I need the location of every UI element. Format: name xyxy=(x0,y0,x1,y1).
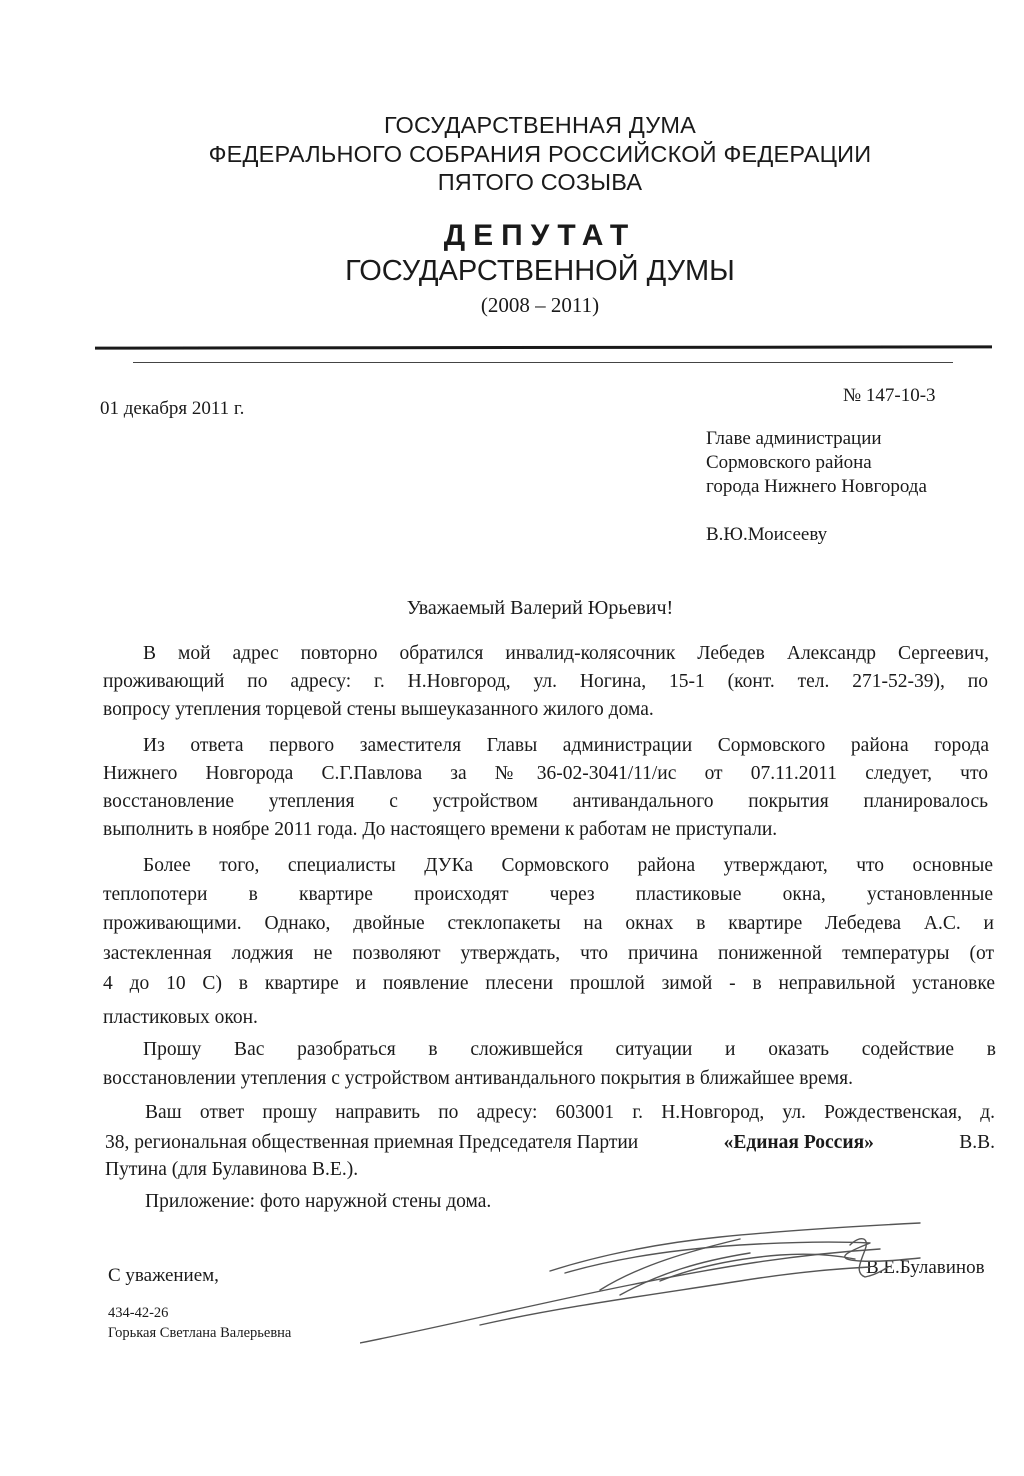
body-line: пластиковых окон. xyxy=(103,1007,258,1028)
letter-date: 01 декабря 2011 г. xyxy=(100,398,245,419)
body-line: Путина (для Булавинова В.Е.). xyxy=(105,1159,359,1180)
letterhead-line-3: ПЯТОГО СОЗЫВА xyxy=(437,169,643,195)
body-line: Из ответа первого заместителя Главы администрации Сормовского района города xyxy=(143,735,989,756)
letterhead-line-1: ГОСУДАРСТВЕННАЯ ДУМА xyxy=(383,112,697,138)
recipient-name: В.Ю.Моисееву xyxy=(706,524,828,545)
body-line: Нижнего Новгорода С.Г.Павлова за №36-02-3041/11/ис от 07.11.2011 следует, что xyxy=(103,763,988,784)
executor-name: Горькая Светлана Валерьевна xyxy=(108,1325,292,1341)
body-line: выполнить в ноябре 2011 года. До настоящего времени к работам не приступали. xyxy=(103,819,778,840)
body-line xyxy=(105,1131,995,1155)
body-line: Ваш ответ прошу направить по адресу: 603001 г. Н.Новгород, ул. Рождественская, д. xyxy=(145,1102,995,1123)
body-line: проживающий по адресу: г. Н.Новгород, ул. Ногина, 15-1 (конт. тел. 271-52-39), по xyxy=(103,671,988,692)
body-line: восстановлении утепления с устройством антивандального покрытия в ближайшее время. xyxy=(103,1068,854,1089)
body-line: 4 до 10 С) в квартире и появление плесени прошлой зимой - в неправильной установке xyxy=(103,973,995,994)
body-line: вопросу утепления торцевой стены вышеуказанного жилого дома. xyxy=(103,699,654,720)
party-name: «Единая Россия» xyxy=(723,1132,874,1153)
recipient-line-3: города Нижнего Новгорода xyxy=(706,476,927,497)
body-line: проживающими. Однако, двойные стеклопакеты на окнах в квартире Лебедева А.С. и xyxy=(103,913,994,934)
body-line: В мой адрес повторно обратился инвалид-колясочник Лебедев Александр Сергеевич, xyxy=(143,643,989,664)
letterhead-line-2: ФЕДЕРАЛЬНОГО СОБРАНИЯ РОССИЙСКОЙ ФЕДЕРАЦИИ xyxy=(208,141,872,167)
header-rule-thin xyxy=(133,362,953,363)
letterhead-title: ДЕПУТАТ xyxy=(443,219,637,252)
body-text: В.В. xyxy=(959,1132,995,1153)
letterhead-years: (2008 – 2011) xyxy=(480,293,600,317)
letterhead-subtitle: ГОСУДАРСТВЕННОЙ ДУМЫ xyxy=(345,255,735,287)
closing-phrase: С уважением, xyxy=(108,1265,219,1286)
handwritten-signature xyxy=(360,1215,930,1350)
signer-name: В.Е.Булавинов xyxy=(866,1257,985,1278)
body-line: Приложение: фото наружной стены дома. xyxy=(145,1191,492,1212)
letter-number: № 147-10-3 xyxy=(843,385,936,406)
header-rule-thick xyxy=(95,345,992,349)
body-line: теплопотери в квартире происходят через пластиковые окна, установленные xyxy=(103,884,993,905)
body-line: восстановление утепления с устройством антивандального покрытия планировалось xyxy=(103,791,988,812)
body-line: Более того, специалисты ДУКа Сормовского района утверждают, что основные xyxy=(143,855,993,876)
salutation: Уважаемый Валерий Юрьевич! xyxy=(406,597,674,619)
body-line: Прошу Вас разобраться в сложившейся ситуации и оказать содействие в xyxy=(143,1039,996,1060)
executor-phone: 434-42-26 xyxy=(108,1305,169,1321)
recipient-line-2: Сормовского района xyxy=(706,452,872,473)
body-line: застекленная лоджия не позволяют утверждать, что причина пониженной температуры (от xyxy=(103,943,994,964)
recipient-line-1: Главе администрации xyxy=(706,428,882,449)
body-text: 38, региональная общественная приемная Председателя Партии xyxy=(105,1132,639,1153)
